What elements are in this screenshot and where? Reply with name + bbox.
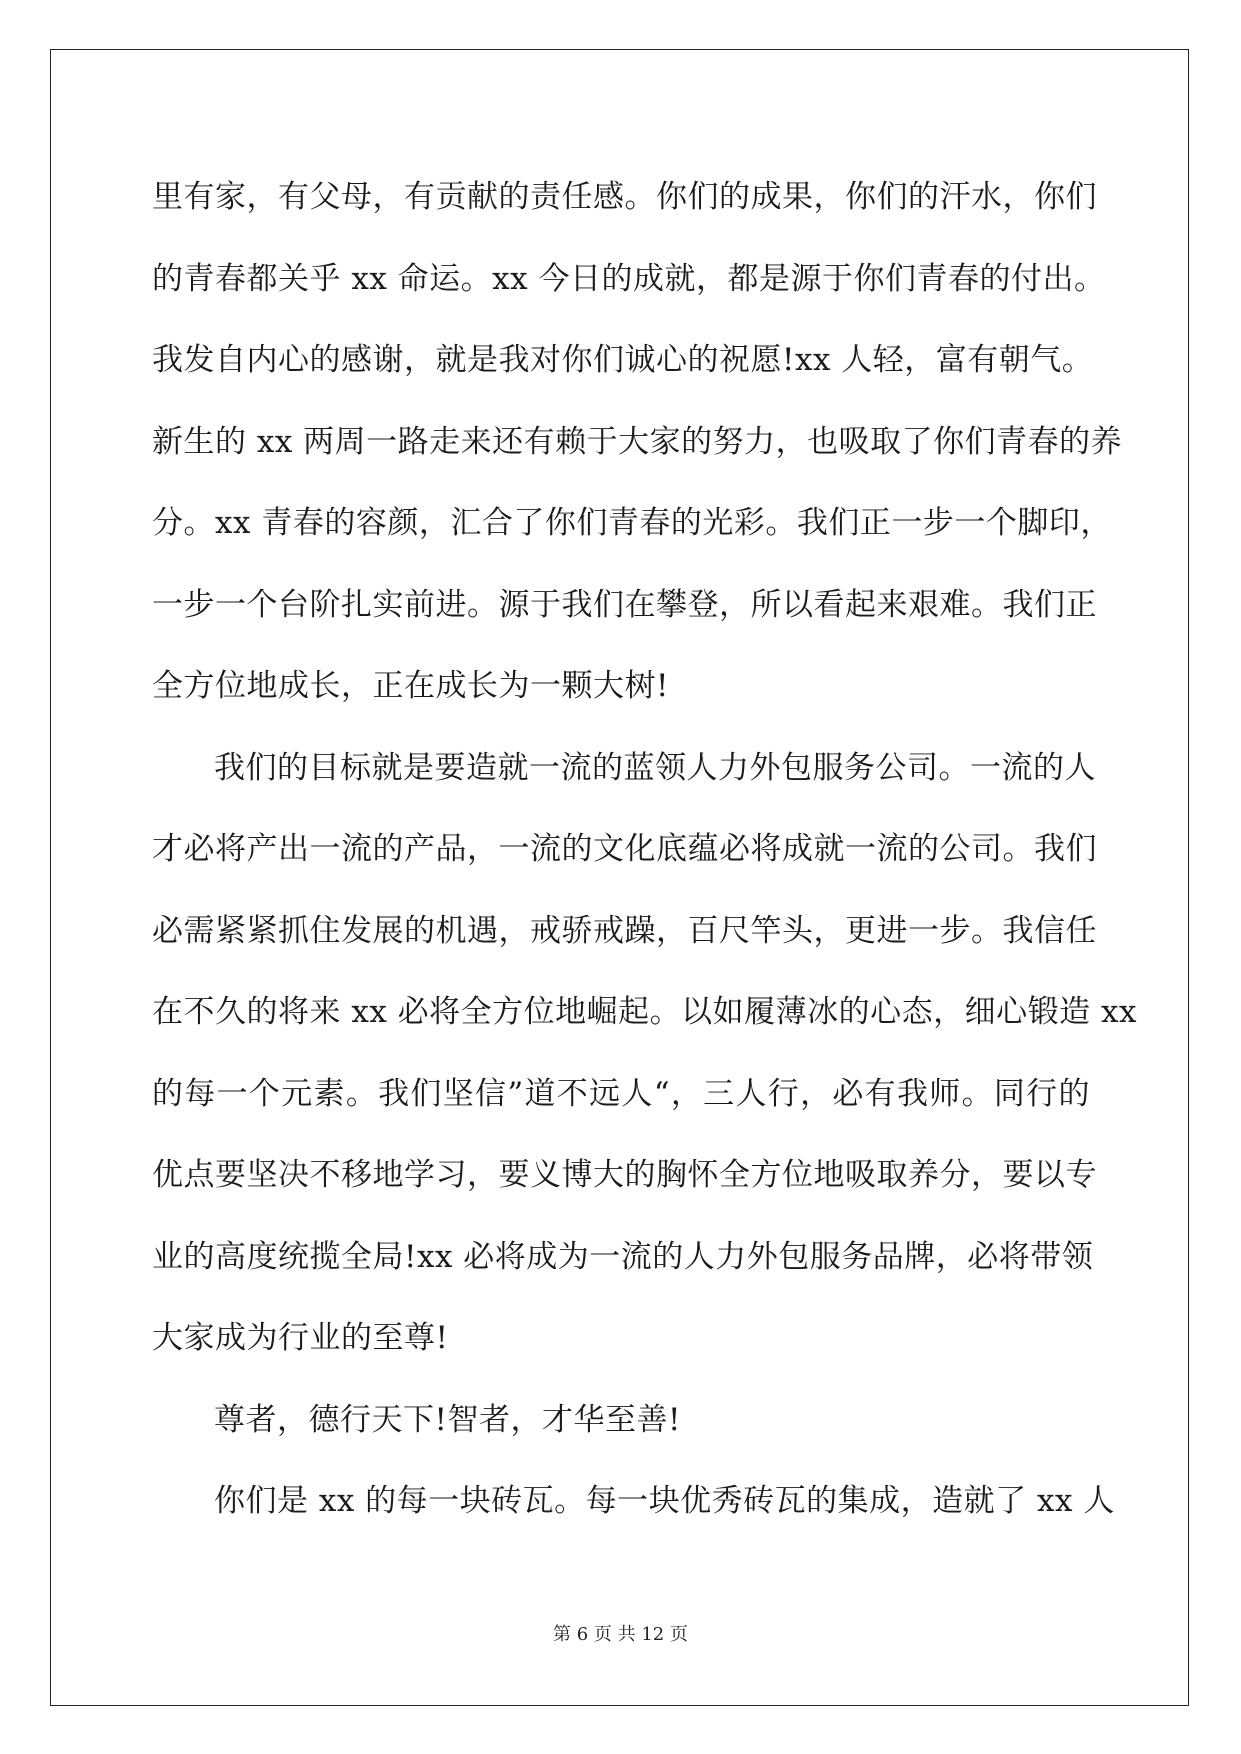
text-line: 一步一个台阶扎实前进。源于我们在攀登，所以看起来艰难。我们正 [152,586,1097,623]
text-line: 优点要坚决不移地学习，要义博大的胸怀全方位地吸取养分，要以专 [152,1157,1097,1193]
text-line: 我们的目标就是要造就一流的蓝领人力外包服务公司。一流的人 [214,749,1096,786]
text-line: 大家成为行业的至尊! [152,1320,449,1356]
text-line: 必需紧紧抓住发展的机遇，戒骄戒躁，百尺竿头，更进一步。我信任 [152,912,1097,949]
text-line: 分。xx 青春的容颜，汇合了你们青春的光彩。我们正一步一个脚印， [152,505,1112,541]
page-footer: 第 6 页 共 12 页 [553,1624,688,1645]
text-line: 的青春都关乎 xx 命运。xx 今日的成就，都是源于你们青春的付出。 [152,260,1106,297]
text-line: 业的高度统揽全局!xx 必将成为一流的人力外包服务品牌，必将带领 [152,1238,1094,1275]
text-line: 新生的 xx 两周一路走来还有赖于大家的努力，也吸取了你们青春的养 [152,423,1123,460]
text-line: 的每一个元素。我们坚信”道不远人“，三人行，必有我师。同行的 [152,1075,1090,1112]
text-line: 我发自内心的感谢，就是我对你们诚心的祝愿!xx 人轻，富有朝气。 [152,342,1094,378]
text-line: 全方位地成长，正在成长为一颗大树! [152,668,669,704]
document-body [152,157,1137,1543]
text-line: 你们是 xx 的每一块砖瓦。每一块优秀砖瓦的集成，造就了 xx 人 [214,1483,1115,1519]
text-line: 尊者，德行天下!智者，才华至善! [214,1401,681,1438]
text-line: 里有家，有父母，有贡献的责任感。你们的成果，你们的汗水，你们 [152,179,1097,215]
text-line: 才必将产出一流的产品，一流的文化底蕴必将成就一流的公司。我们 [152,831,1097,867]
text-line: 在不久的将来 xx 必将全方位地崛起。以如履薄冰的心态，细心锻造 xx [152,994,1137,1030]
